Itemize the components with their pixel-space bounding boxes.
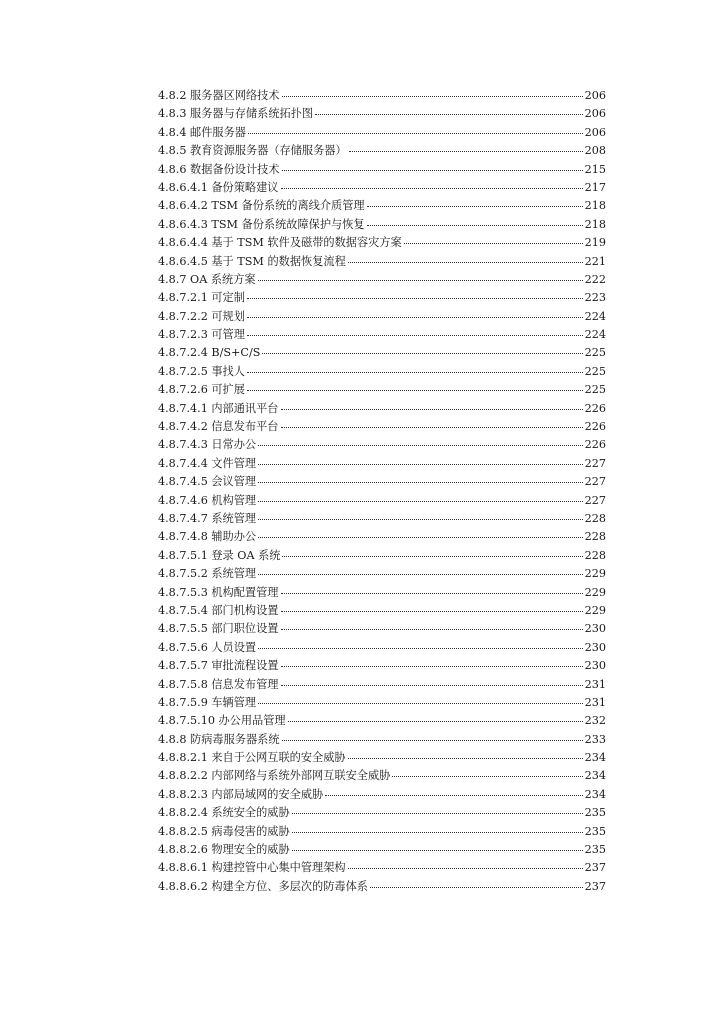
- toc-entry-title: 4.8.7.5.1 登录 OA 系统: [158, 548, 281, 562]
- toc-entry-title: 4.8.8.6.2 构建全方位、多层次的防毒体系: [158, 879, 368, 893]
- toc-entry[interactable]: [158, 712, 606, 730]
- toc-entry-page-number: 232: [584, 714, 606, 728]
- toc-entry[interactable]: [158, 253, 606, 271]
- toc-entry-title: 4.8.4 邮件服务器: [158, 125, 246, 139]
- dot-leader: [281, 684, 583, 686]
- toc-entry[interactable]: [158, 289, 606, 307]
- toc-entry-page-number: 230: [584, 659, 606, 673]
- toc-entry-title: 4.8.7.5.3 机构配置管理: [158, 585, 279, 599]
- toc-entry-title: 4.8.8.2.1 来自于公网互联的安全威胁: [158, 751, 346, 765]
- toc-entry-title: 4.8.8.2.6 物理安全的威胁: [158, 843, 290, 857]
- dot-leader: [247, 316, 583, 318]
- toc-entry-title: 4.8.6.4.4 基于 TSM 软件及磁带的数据容灾方案: [158, 236, 402, 250]
- toc-entry[interactable]: [158, 767, 606, 785]
- dot-leader: [367, 205, 583, 207]
- toc-entry-page-number: 208: [584, 144, 606, 158]
- toc-entry-page-number: 206: [584, 89, 606, 102]
- toc-entry-title: 4.8.7.5.10 办公用品管理: [158, 714, 286, 728]
- toc-entry-title: 4.8.7.2.2 可规划: [158, 309, 245, 323]
- toc-entry[interactable]: [158, 400, 606, 418]
- toc-entry-title: 4.8.7.2.5 事找人: [158, 364, 245, 378]
- toc-entry-title: 4.8.6.4.1 备份策略建议: [158, 180, 279, 194]
- toc-entry-page-number: 234: [584, 751, 606, 765]
- dot-leader: [281, 628, 583, 630]
- toc-entry-title: 4.8.8 防病毒服务器系统: [158, 732, 280, 746]
- toc-entry[interactable]: [158, 161, 606, 179]
- toc-entry-page-number: 231: [584, 695, 606, 709]
- toc-entry-page-number: 206: [584, 125, 606, 139]
- toc-entry-page-number: 226: [584, 420, 606, 434]
- dot-leader: [281, 426, 583, 428]
- dot-leader: [325, 794, 582, 796]
- toc-entry-page-number: 235: [584, 806, 606, 820]
- dot-leader: [258, 481, 583, 483]
- toc-entry-page-number: 237: [584, 879, 606, 893]
- toc-entry[interactable]: [158, 731, 606, 749]
- toc-entry[interactable]: [158, 436, 606, 454]
- toc-entry-page-number: 223: [584, 291, 606, 305]
- toc-entry[interactable]: [158, 694, 606, 712]
- dot-leader: [258, 518, 583, 520]
- dot-leader: [258, 279, 583, 281]
- toc-entry[interactable]: [158, 841, 606, 859]
- toc-entry-title: 4.8.8.2.2 内部网络与系统外部网互联安全威胁: [158, 769, 391, 783]
- dot-leader: [281, 610, 583, 612]
- toc-entry-title: 4.8.7.5.5 部门职位设置: [158, 622, 279, 636]
- toc-entry-title: 4.8.5 教育资源服务器（存储服务器）: [158, 144, 347, 158]
- toc-entry-title: 4.8.7.5.9 车辆管理: [158, 695, 257, 709]
- dot-leader: [247, 371, 583, 373]
- toc-entry-title: 4.8.6.4.5 基于 TSM 的数据恢复流程: [158, 254, 346, 268]
- toc-entry[interactable]: [158, 381, 606, 399]
- dot-leader: [392, 775, 582, 777]
- toc-entry-page-number: 228: [584, 511, 606, 525]
- dot-leader: [247, 389, 583, 391]
- dot-leader: [282, 95, 583, 97]
- dot-leader: [282, 739, 583, 741]
- dot-leader: [348, 261, 583, 263]
- toc-entry-title: 4.8.7.5.4 部门机构设置: [158, 603, 279, 617]
- toc-entry[interactable]: [158, 179, 606, 197]
- toc-entry-title: 4.8.7.4.7 系统管理: [158, 511, 257, 525]
- toc-entry-page-number: 229: [584, 585, 606, 599]
- toc-entry-page-number: 225: [584, 346, 606, 360]
- toc-entry-page-number: 226: [584, 438, 606, 452]
- toc-entry[interactable]: [158, 492, 606, 510]
- toc-entry[interactable]: [158, 124, 606, 142]
- toc-entry[interactable]: [158, 197, 606, 215]
- dot-leader: [258, 647, 583, 649]
- toc-entry-page-number: 229: [584, 567, 606, 581]
- toc-entry-title: 4.8.7.2.3 可管理: [158, 328, 245, 342]
- toc-entry-title: 4.8.7.4.4 文件管理: [158, 456, 257, 470]
- toc-entry-page-number: 221: [584, 254, 606, 268]
- dot-leader: [258, 500, 583, 502]
- toc-entry[interactable]: [158, 786, 606, 804]
- toc-entry[interactable]: [158, 326, 606, 344]
- toc-entry-page-number: 224: [584, 328, 606, 342]
- toc-entry-page-number: 233: [584, 732, 606, 746]
- dot-leader: [262, 352, 582, 354]
- toc-entry-page-number: 219: [584, 236, 606, 250]
- toc-entry-title: 4.8.8.2.3 内部局域网的安全威胁: [158, 787, 324, 801]
- toc-entry-page-number: 226: [584, 401, 606, 415]
- toc-entry[interactable]: [158, 528, 606, 546]
- toc-entry-title: 4.8.6.4.2 TSM 备份系统的离线介质管理: [158, 199, 365, 213]
- toc-entry[interactable]: [158, 142, 606, 160]
- toc-entry-page-number: 227: [584, 475, 606, 489]
- dot-leader: [288, 720, 583, 722]
- toc-entry-title: 4.8.6 数据备份设计技术: [158, 162, 280, 176]
- toc-entry[interactable]: [158, 216, 606, 234]
- dot-leader: [281, 665, 583, 667]
- toc-entry-title: 4.8.7.4.5 会议管理: [158, 475, 257, 489]
- toc-entry-page-number: 228: [584, 530, 606, 544]
- toc-entry-page-number: 222: [584, 272, 606, 286]
- toc-entry-page-number: 217: [584, 180, 606, 194]
- toc-entry-page-number: 225: [584, 383, 606, 397]
- toc-entry-title: 4.8.3 服务器与存储系统拓扑图: [158, 107, 314, 121]
- toc-entry-title: 4.8.8.2.5 病毒侵害的威胁: [158, 824, 290, 838]
- toc-entry-title: 4.8.2 服务器区网络技术: [158, 89, 280, 102]
- dot-leader: [247, 334, 583, 336]
- toc-entry-page-number: 229: [584, 603, 606, 617]
- toc-entry-page-number: 218: [584, 199, 606, 213]
- toc-entry[interactable]: [158, 639, 606, 657]
- toc-entry-title: 4.8.7.5.7 审批流程设置: [158, 659, 279, 673]
- toc-entry-page-number: 215: [584, 162, 606, 176]
- dot-leader: [292, 831, 583, 833]
- dot-leader: [247, 297, 583, 299]
- dot-leader: [281, 408, 583, 410]
- dot-leader: [370, 886, 583, 888]
- toc-entry[interactable]: [158, 105, 606, 123]
- toc-entry-page-number: 237: [584, 861, 606, 875]
- toc-entry-page-number: 227: [584, 456, 606, 470]
- dot-leader: [258, 573, 583, 575]
- table-of-contents: [158, 87, 606, 896]
- toc-entry-page-number: 227: [584, 493, 606, 507]
- toc-entry[interactable]: [158, 271, 606, 289]
- toc-entry[interactable]: [158, 418, 606, 436]
- toc-entry[interactable]: [158, 584, 606, 602]
- toc-entry-title: 4.8.7.4.3 日常办公: [158, 438, 257, 452]
- dot-leader: [349, 150, 583, 152]
- toc-entry[interactable]: [158, 308, 606, 326]
- toc-entry[interactable]: [158, 344, 606, 362]
- dot-leader: [281, 592, 583, 594]
- toc-entry[interactable]: [158, 859, 606, 877]
- toc-entry[interactable]: [158, 473, 606, 491]
- toc-entry-title: 4.8.7.4.6 机构管理: [158, 493, 257, 507]
- toc-entry[interactable]: [158, 87, 606, 105]
- toc-entry-page-number: 225: [584, 364, 606, 378]
- toc-entry-title: 4.8.8.2.4 系统安全的威胁: [158, 806, 290, 820]
- toc-entry-title: 4.8.7.5.6 人员设置: [158, 640, 257, 654]
- toc-entry-title: 4.8.7.2.1 可定制: [158, 291, 245, 305]
- toc-entry[interactable]: [158, 565, 606, 583]
- toc-entry-title: 4.8.7 OA 系统方案: [158, 272, 256, 286]
- dot-leader: [258, 463, 583, 465]
- toc-entry-title: 4.8.7.2.4 B/S+C/S: [158, 346, 261, 360]
- toc-entry[interactable]: [158, 749, 606, 767]
- toc-entry-page-number: 228: [584, 548, 606, 562]
- toc-entry-page-number: 234: [584, 787, 606, 801]
- dot-leader: [258, 702, 583, 704]
- dot-leader: [281, 187, 583, 189]
- toc-entry[interactable]: [158, 823, 606, 841]
- toc-entry-page-number: 235: [584, 843, 606, 857]
- dot-leader: [315, 113, 583, 115]
- dot-leader: [292, 812, 583, 814]
- toc-entry[interactable]: [158, 547, 606, 565]
- dot-leader: [292, 849, 583, 851]
- toc-entry[interactable]: [158, 510, 606, 528]
- toc-entry-page-number: 224: [584, 309, 606, 323]
- toc-entry[interactable]: [158, 878, 606, 896]
- toc-entry-title: 4.8.7.5.8 信息发布管理: [158, 677, 279, 691]
- toc-entry[interactable]: [158, 657, 606, 675]
- toc-entry-title: 4.8.8.6.1 构建控管中心集中管理架构: [158, 861, 346, 875]
- dot-leader: [282, 169, 583, 171]
- toc-entry[interactable]: [158, 363, 606, 381]
- toc-entry-title: 4.8.7.4.1 内部通讯平台: [158, 401, 279, 415]
- dot-leader: [258, 536, 583, 538]
- dot-leader: [258, 444, 583, 446]
- toc-entry-page-number: 218: [584, 217, 606, 231]
- dot-leader: [348, 757, 583, 759]
- toc-entry-page-number: 230: [584, 640, 606, 654]
- toc-entry-title: 4.8.6.4.3 TSM 备份系统故障保护与恢复: [158, 217, 365, 231]
- toc-entry-page-number: 234: [584, 769, 606, 783]
- dot-leader: [348, 867, 583, 869]
- toc-entry-title: 4.8.7.4.2 信息发布平台: [158, 420, 279, 434]
- toc-entry-title: 4.8.7.5.2 系统管理: [158, 567, 257, 581]
- toc-entry-page-number: 206: [584, 107, 606, 121]
- dot-leader: [367, 224, 583, 226]
- toc-entry[interactable]: [158, 620, 606, 638]
- toc-entry[interactable]: [158, 602, 606, 620]
- toc-entry[interactable]: [158, 234, 606, 252]
- toc-entry[interactable]: [158, 804, 606, 822]
- toc-entry-page-number: 235: [584, 824, 606, 838]
- dot-leader: [404, 242, 583, 244]
- dot-leader: [248, 132, 583, 134]
- toc-entry-title: 4.8.7.2.6 可扩展: [158, 383, 245, 397]
- toc-entry-page-number: 231: [584, 677, 606, 691]
- toc-entry[interactable]: [158, 455, 606, 473]
- dot-leader: [282, 555, 582, 557]
- toc-entry[interactable]: [158, 676, 606, 694]
- toc-entry-title: 4.8.7.4.8 辅助办公: [158, 530, 257, 544]
- toc-entry-page-number: 230: [584, 622, 606, 636]
